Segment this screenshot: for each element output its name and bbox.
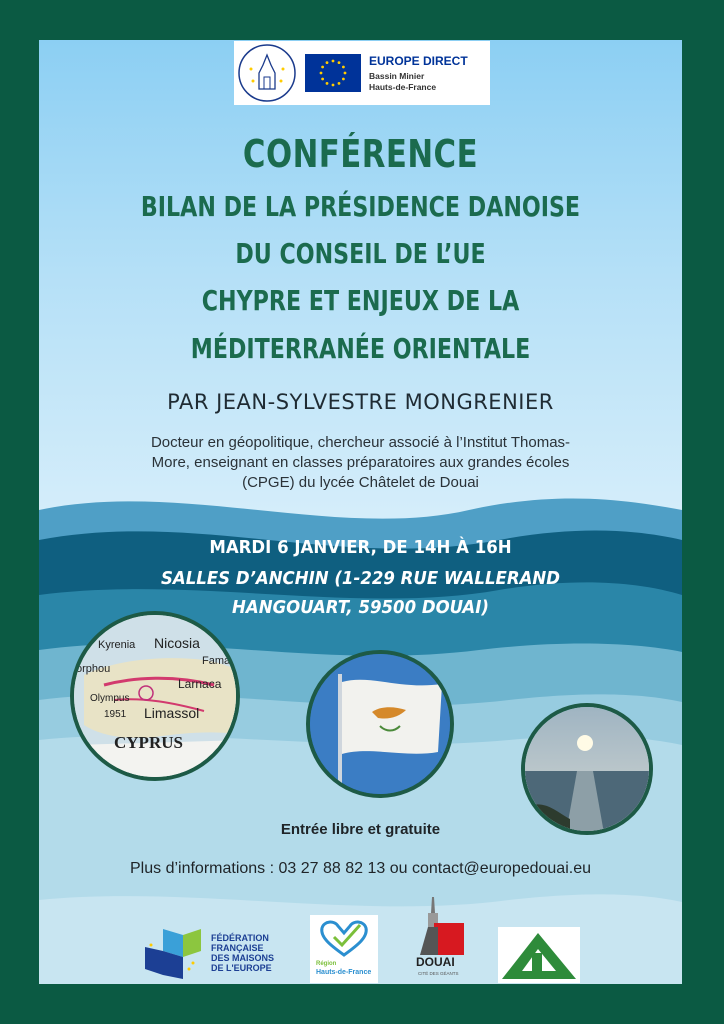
title-line-1: BILAN DE LA PRÉSIDENCE DANOISE xyxy=(140,190,581,223)
ffme-logo xyxy=(143,925,205,981)
cd-logo xyxy=(498,927,580,983)
ffme-line-1: FÉDÉRATION xyxy=(211,933,269,943)
speaker-name: PAR JEAN-SYLVESTRE MONGRENIER xyxy=(167,390,554,414)
douai-name: DOUAI xyxy=(416,955,455,969)
region-line-1: Région xyxy=(316,961,337,967)
eu-flag-icon xyxy=(305,54,361,92)
map-label-morphou: orphou xyxy=(76,663,111,675)
map-label-kyrenia: Kyrenia xyxy=(98,639,136,651)
event-date: MARDI 6 JANVIER, DE 14H À 16H xyxy=(209,537,512,558)
europe-direct-line1: Bassin Minier xyxy=(369,71,425,81)
event-venue-line-1: SALLES D’ANCHIN (1-229 RUE WALLERAND xyxy=(160,568,561,589)
map-label-limassol: Limassol xyxy=(144,705,200,721)
region-hdf-logo xyxy=(310,915,378,983)
europe-direct-title: EUROPE DIRECT xyxy=(369,54,468,68)
ffme-text xyxy=(211,933,274,973)
douai-gayant-icon xyxy=(414,893,466,955)
region-line-2: Hauts-de-France xyxy=(316,969,372,976)
info-text: Plus d’informations : 03 27 88 82 13 ou contact@europedouai.eu xyxy=(130,860,591,877)
maison-europe-logo xyxy=(237,43,297,103)
ffme-cube-icon xyxy=(143,925,205,981)
bio-line-3: (CPGE) du lycée Châtelet de Douai xyxy=(242,474,479,491)
title-line-2: DU CONSEIL DE L’UE xyxy=(235,237,486,270)
map-label-famagusta: Famag xyxy=(202,655,237,667)
cd-triangle-icon xyxy=(498,927,580,983)
title-line-4: MÉDITERRANÉE ORIENTALE xyxy=(190,332,531,365)
entry-text: Entrée libre et gratuite xyxy=(280,821,441,838)
europe-direct-line2: Hauts-de-France xyxy=(369,82,437,92)
event-venue-line-2: HANGOUART, 59500 DOUAI) xyxy=(232,597,489,618)
cyprus-flag-photo xyxy=(306,650,454,798)
speaker-bio xyxy=(69,433,652,493)
cyprus-map-photo xyxy=(70,611,240,781)
bio-line-1: Docteur en géopolitique, chercheur associé à l’Institut Thomas- xyxy=(150,434,571,451)
bio-line-2: More, enseignant en classes préparatoires aux grandes écoles xyxy=(151,454,570,471)
sea-photo xyxy=(521,703,653,835)
ffme-line-3: DES MAISONS xyxy=(211,953,275,963)
map-label-cyprus: CYPRUS xyxy=(114,733,183,752)
title-line-3: CHYPRE ET ENJEUX DE LA xyxy=(201,284,520,317)
region-heart-icon xyxy=(310,915,378,961)
poster xyxy=(39,40,682,984)
map-label-olympus: Olympus xyxy=(90,693,130,704)
header-logos xyxy=(234,41,490,105)
douai-sub: CITÉ DES GÉANTS xyxy=(418,971,459,976)
wave-background xyxy=(39,40,682,984)
map-label-nicosia: Nicosia xyxy=(154,635,200,651)
douai-logo xyxy=(414,893,466,981)
ffme-line-4: DE L'EUROPE xyxy=(211,963,272,973)
conference-heading: CONFÉRENCE xyxy=(242,132,479,176)
ffme-line-2: FRANÇAISE xyxy=(211,943,264,953)
map-label-larnaca: Larnaca xyxy=(178,677,222,691)
map-label-elevation: 1951 xyxy=(104,709,127,720)
